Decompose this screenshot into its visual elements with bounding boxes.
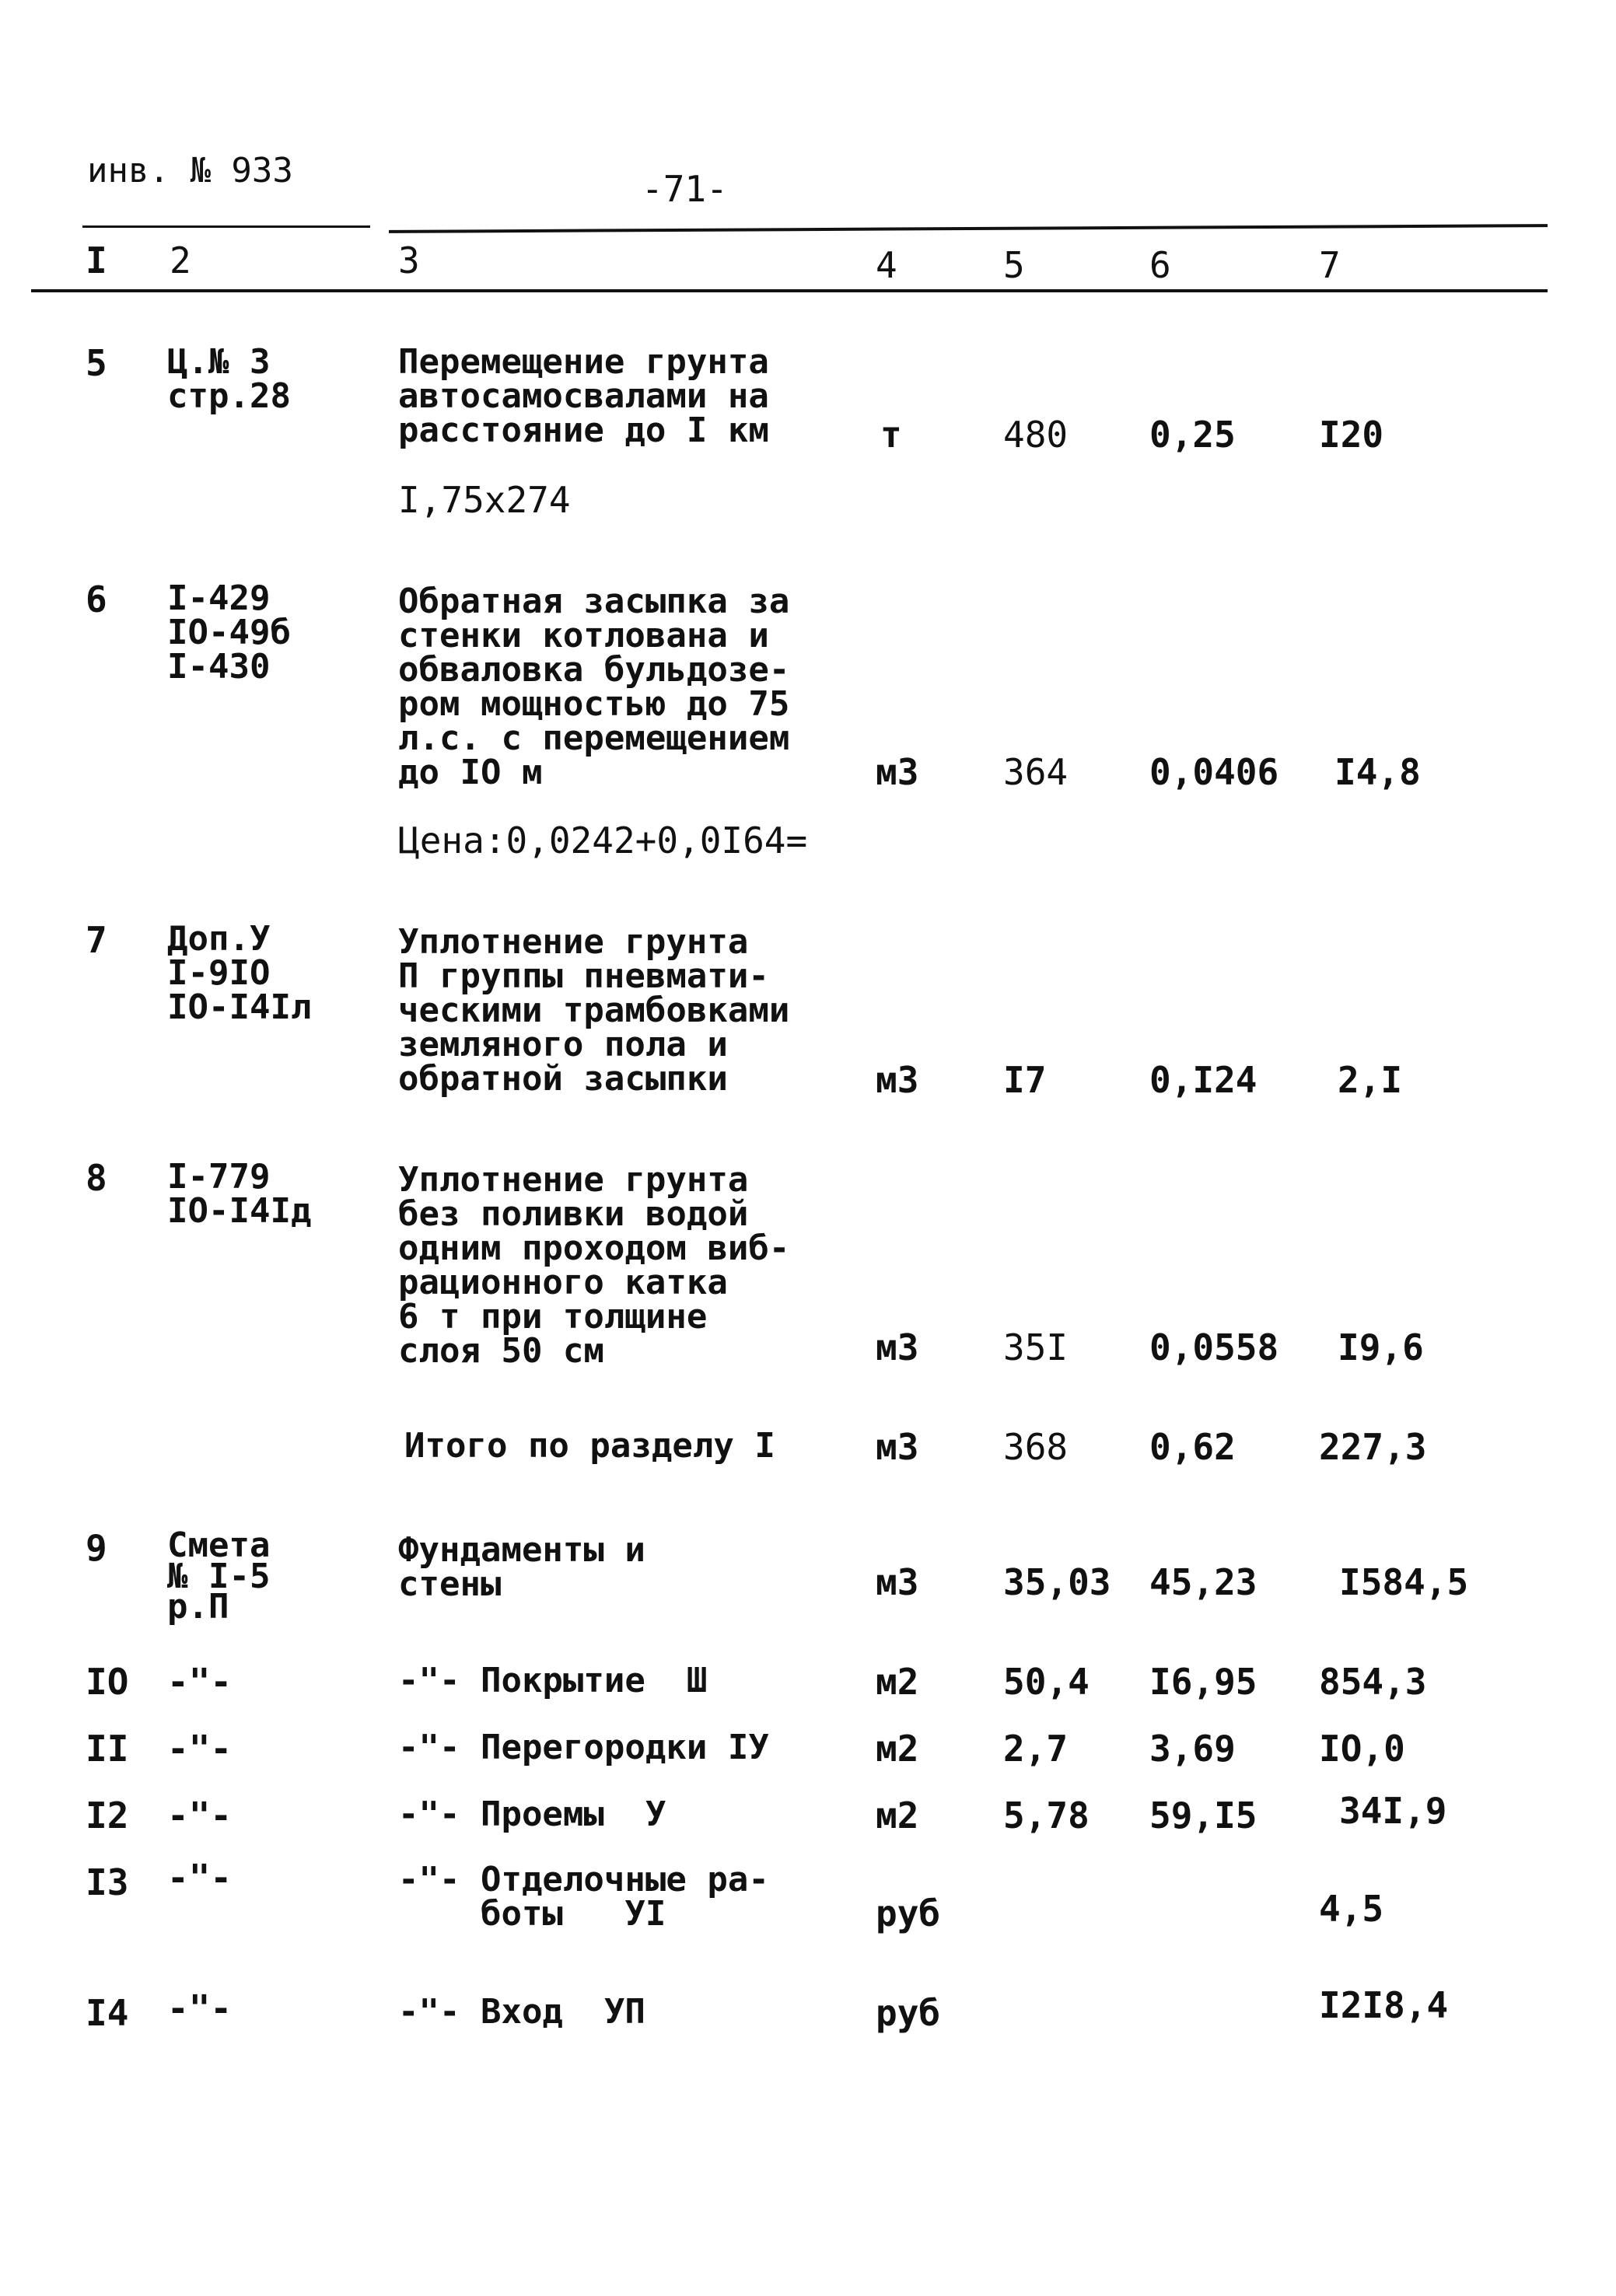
row-description: Обратная засыпка за стенки котлована и обваловка бульдозе- ром мощностью до 75 л.с. с перемещением до IO м <box>398 582 790 792</box>
row-total: 4,5 <box>1319 1888 1384 1930</box>
col-header-1: I <box>86 239 107 281</box>
row-number: IO <box>86 1661 129 1703</box>
row-quantity: 35,03 <box>1003 1561 1111 1603</box>
row-unit: т <box>880 414 902 456</box>
row-price: 45,23 <box>1149 1561 1257 1603</box>
row-total: I4,8 <box>1334 751 1421 793</box>
col-header-4: 4 <box>876 244 897 286</box>
row-unit: м3 <box>876 751 919 793</box>
page-number: -71- <box>642 168 728 210</box>
row-unit: м3 <box>876 1326 919 1368</box>
row-number: 9 <box>86 1527 107 1569</box>
row-quantity: 2,7 <box>1003 1728 1069 1770</box>
row-number: 7 <box>86 919 107 961</box>
col-header-6: 6 <box>1149 244 1171 286</box>
row-quantity: 480 <box>1003 414 1069 456</box>
row-unit: м2 <box>876 1661 919 1703</box>
row-description: Уплотнение грунта П группы пневмати- ческими трамбовками земляного пола и обратной засыпки <box>398 922 790 1099</box>
row-number: I2 <box>86 1795 129 1836</box>
row-price: 0,0406 <box>1149 751 1279 793</box>
row-unit: м3 <box>876 1059 919 1101</box>
row-reference: Ц.№ 3 стр.28 <box>167 342 291 416</box>
row-price: 0,I24 <box>1149 1059 1257 1101</box>
row-quantity: 5,78 <box>1003 1795 1090 1836</box>
row-reference: -"- <box>167 1728 233 1770</box>
row-total: 227,3 <box>1319 1426 1427 1468</box>
row-note: Цена:0,0242+0,0I64= <box>398 820 808 861</box>
row-description: -"- Перегородки IУ <box>398 1728 769 1767</box>
header-rule-bottom <box>31 289 1548 292</box>
row-description: Уплотнение грунта без поливки водой одним проходом виб- рационного катка 6 т при толщине слоя 50 см <box>398 1160 790 1371</box>
row-reference: I-779 IO-I4Iд <box>167 1157 312 1231</box>
row-number: 5 <box>86 342 107 384</box>
row-price: I6,95 <box>1149 1661 1257 1703</box>
row-reference: -"- <box>167 1857 233 1899</box>
row-total: IO,0 <box>1319 1728 1405 1770</box>
row-total: I9,6 <box>1338 1326 1424 1368</box>
row-description: Перемещение грунта автосамосвалами на расстояние до I км <box>398 342 769 450</box>
col-header-2: 2 <box>170 239 191 281</box>
row-total: 854,3 <box>1319 1661 1427 1703</box>
row-total: I20 <box>1319 414 1384 456</box>
row-reference: -"- <box>167 1795 233 1836</box>
row-reference: -"- <box>167 1987 233 2029</box>
col-header-3: 3 <box>398 239 420 281</box>
row-total: 34I,9 <box>1339 1790 1447 1832</box>
row-total: I2I8,4 <box>1319 1984 1449 2026</box>
col-header-7: 7 <box>1319 244 1341 286</box>
row-unit: м3 <box>876 1561 919 1603</box>
row-number: I3 <box>86 1861 129 1903</box>
row-price: 3,69 <box>1149 1728 1236 1770</box>
row-unit: м2 <box>876 1728 919 1770</box>
row-quantity: 50,4 <box>1003 1661 1090 1703</box>
row-price: 0,0558 <box>1149 1326 1279 1368</box>
row-total: 2,I <box>1338 1059 1403 1101</box>
row-number: II <box>86 1728 129 1770</box>
row-unit: м3 <box>876 1426 919 1468</box>
row-description: Фундаменты и стены <box>398 1530 645 1604</box>
row-price: 0,62 <box>1149 1426 1236 1468</box>
section-subtotal-label: Итого по разделу I <box>404 1426 775 1466</box>
col-header-5: 5 <box>1003 244 1025 286</box>
row-number: 8 <box>86 1157 107 1199</box>
row-quantity: 364 <box>1003 751 1069 793</box>
row-reference: -"- <box>167 1661 233 1703</box>
row-price: 59,I5 <box>1149 1795 1257 1836</box>
header-rule-top-left <box>82 225 370 228</box>
inventory-number: инв. № 933 <box>87 151 293 190</box>
row-unit: руб <box>876 1892 941 1934</box>
row-description: -"- Покрытие Ш <box>398 1661 708 1700</box>
row-unit: руб <box>876 1992 941 2034</box>
row-reference: Смета № I-5 р.П <box>167 1525 271 1627</box>
row-quantity: 368 <box>1003 1426 1069 1468</box>
row-reference: Доп.У I-9IO IO-I4Iл <box>167 919 312 1027</box>
row-description: -"- Отделочные ра- боты УI <box>398 1860 769 1934</box>
row-unit: м2 <box>876 1795 919 1836</box>
row-number: 6 <box>86 578 107 620</box>
row-quantity: I7 <box>1003 1059 1047 1101</box>
row-note: I,75x274 <box>398 479 571 521</box>
row-number: I4 <box>86 1992 129 2034</box>
header-rule-top <box>389 224 1548 233</box>
row-description: -"- Проемы У <box>398 1795 666 1834</box>
row-reference: I-429 IO-49б I-430 <box>167 578 291 687</box>
row-description: -"- Вход УП <box>398 1992 645 2032</box>
row-total: I584,5 <box>1339 1561 1469 1603</box>
row-quantity: 35I <box>1003 1326 1069 1368</box>
row-price: 0,25 <box>1149 414 1236 456</box>
